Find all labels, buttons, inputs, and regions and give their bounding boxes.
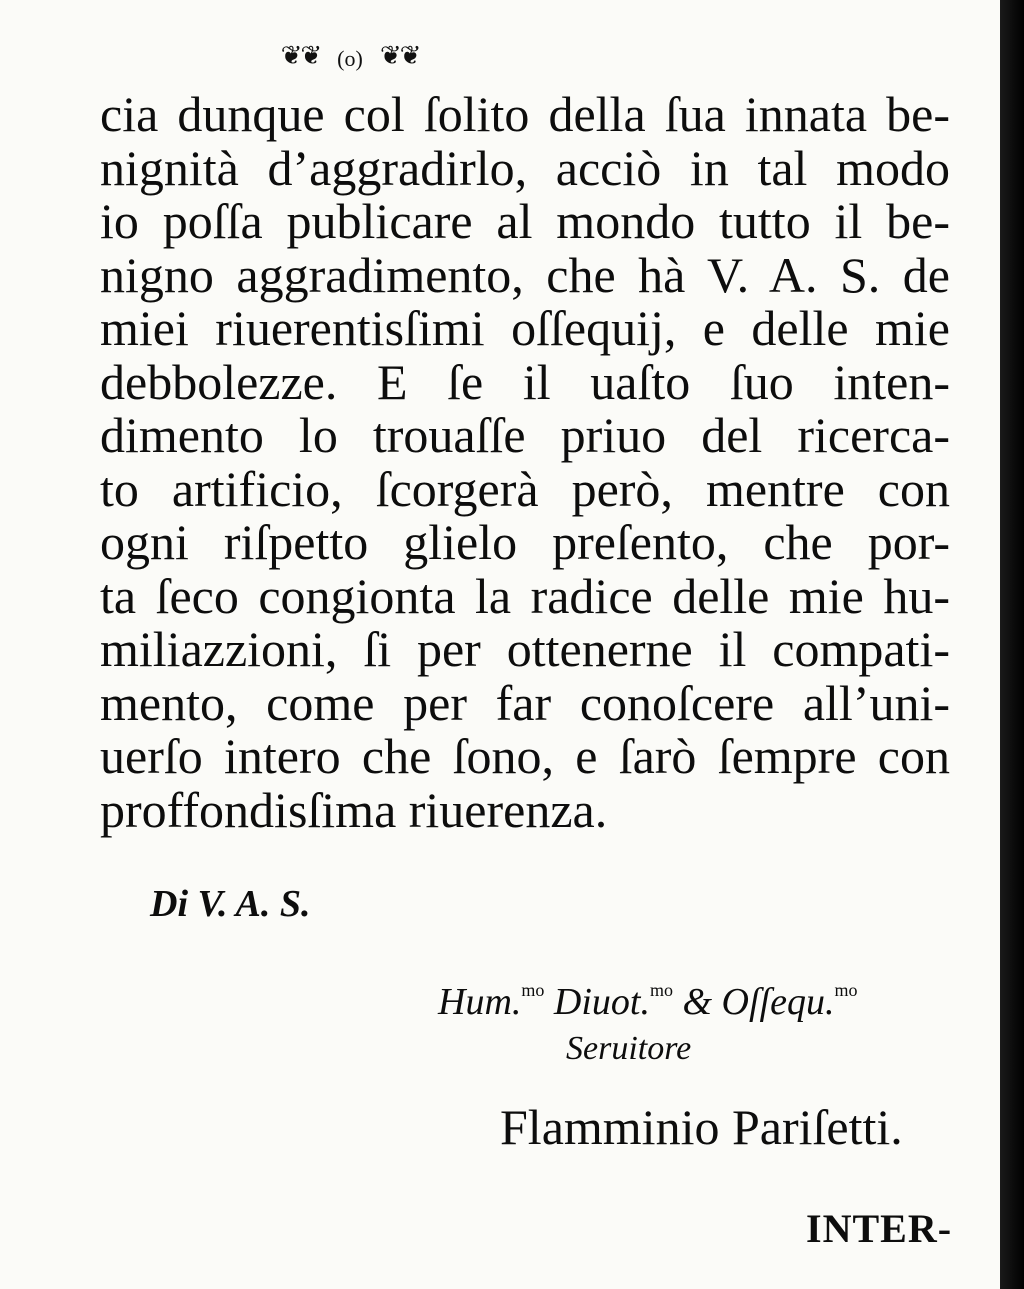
text-line: debbolezze. E ſe il uaſto ſuo inten-: [100, 353, 950, 410]
title-ossequ: Oſſequ.: [721, 981, 835, 1023]
title-ossequ-sup: mo: [834, 980, 858, 1000]
ornament-right-icon: ❦❦: [379, 41, 420, 70]
body-text: [100, 88, 950, 837]
page-edge-shadow: [1000, 0, 1024, 1289]
title-hum-sup: mo: [521, 980, 545, 1000]
salutation: Di V. A. S.: [150, 883, 311, 925]
ampersand: &: [682, 981, 713, 1023]
text-line: mento, come per far conoſcere all’uni-: [100, 674, 950, 731]
page-number: (o): [337, 46, 363, 71]
signatory-name: Flamminio Pariſetti.: [500, 1099, 903, 1155]
signature-titles: [438, 980, 858, 1024]
page-header: [0, 42, 700, 74]
title-diuot: Diuot.: [553, 981, 650, 1023]
text-line: miliazzioni, ſi per ottenerne il compati-: [100, 621, 950, 677]
text-line: nigno aggradimento, che hà V. A. S. de: [100, 246, 950, 303]
catchword: INTER-: [806, 1206, 953, 1251]
text-line: io poſſa publicare al mondo tutto il be-: [100, 193, 950, 249]
ornament-left-icon: ❦❦: [280, 41, 321, 70]
text-line: to artificio, ſcorgerà però, mentre con: [100, 460, 950, 517]
text-line: proffondisſima riuerenza.: [100, 781, 608, 838]
text-line: ogni riſpetto glielo preſento, che por-: [100, 514, 950, 570]
servitore-label: Seruitore: [566, 1030, 692, 1067]
text-line: dimento lo trouaſſe priuo del ricerca-: [100, 407, 950, 463]
text-line: uerſo intero che ſono, e ſarò ſempre con: [100, 728, 950, 784]
text-line: ta ſeco congionta la radice delle mie hu-: [100, 567, 950, 624]
text-line: miei riuerentisſimi oſſequij, e delle mie: [100, 300, 950, 356]
title-hum: Hum.: [438, 981, 522, 1023]
catchword-wrap: [806, 1205, 952, 1252]
text-line: cia dunque col ſolito della ſua innata be-: [100, 86, 950, 142]
text-line: nignità d’aggradirlo, acciò in tal modo: [100, 139, 950, 196]
title-diuot-sup: mo: [649, 980, 673, 1000]
